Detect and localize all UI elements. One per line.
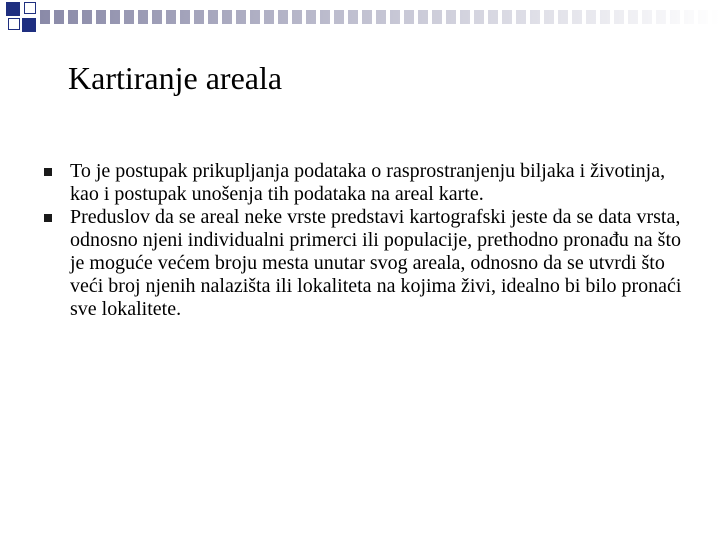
bullet-item <box>44 206 694 321</box>
bullet-text: Preduslov da se areal neke vrste predstavi kartografski jeste da se data vrsta, odnosno njeni individualni primerci ili populacije, prethodno pronađu na što je moguće većem broju mesta unutar svog areala, odnosno da se utvrdi što veći broj njenih nalazišta ili lokaliteta na kojima živi, idealno bi bilo pronaći sve lokalitete. <box>70 206 682 320</box>
filled-square-icon <box>22 18 36 32</box>
bullet-list <box>44 160 694 321</box>
slide-title: Kartiranje areala <box>68 60 283 96</box>
outline-square-icon <box>24 2 36 14</box>
bullet-text: To je postupak prikupljanja podataka o rasprostranjenju biljaka i životinja, kao i postupak unošenja tih podataka na areal karte. <box>70 160 666 205</box>
square-bullet-icon <box>44 214 52 222</box>
square-bullet-icon <box>44 168 52 176</box>
bullet-item <box>44 160 694 206</box>
outline-square-icon <box>8 18 20 30</box>
header-decoration-strip <box>40 10 720 24</box>
filled-square-icon <box>6 2 20 16</box>
